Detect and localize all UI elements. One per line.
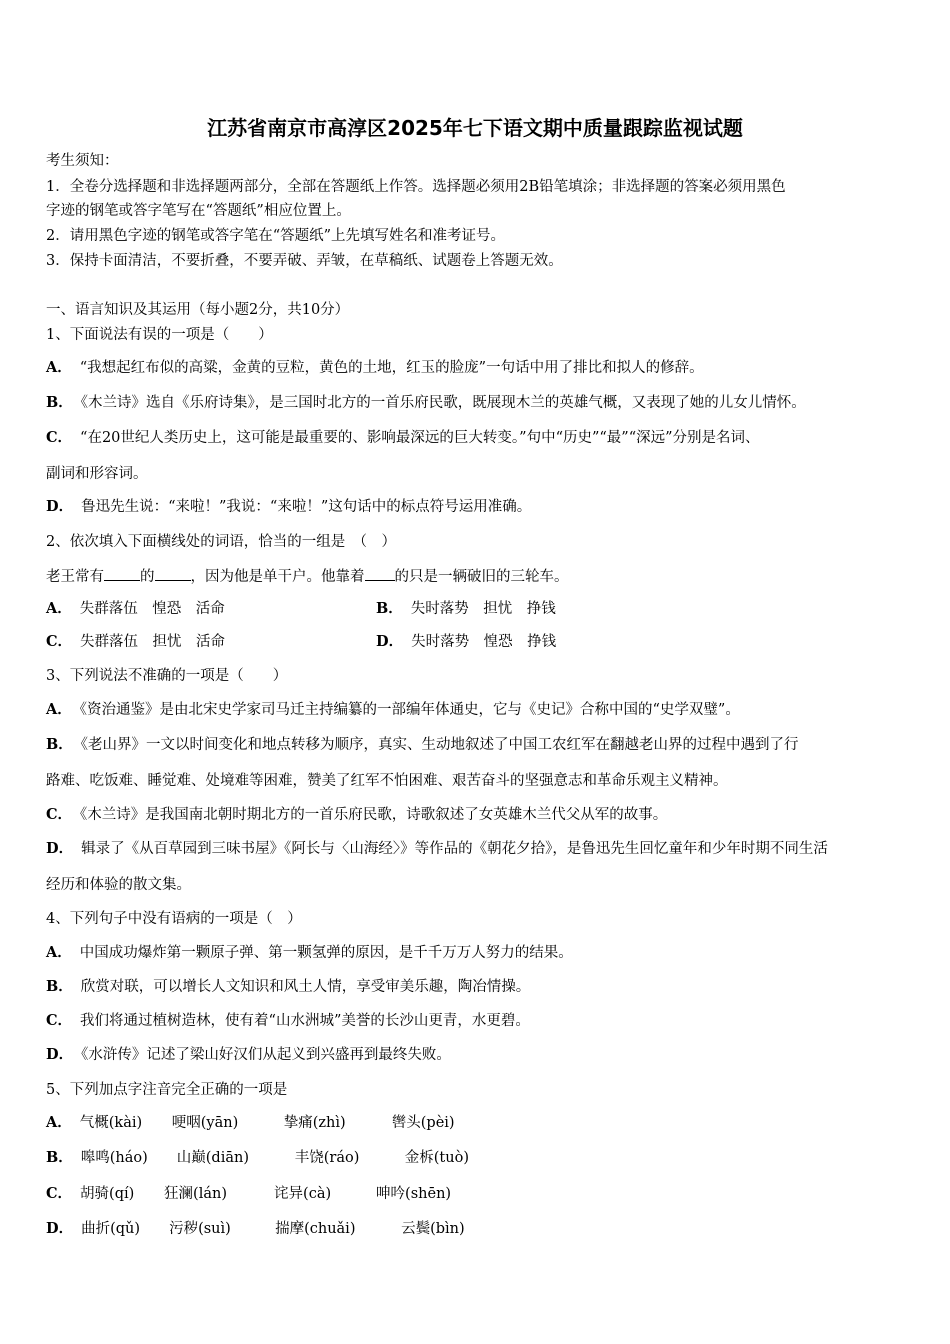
option-text: 欣赏对联，可以增长人文知识和风土人情，享受审美乐趣，陶冶情操。 [80, 979, 531, 995]
option-label: A． [46, 359, 72, 376]
q3-option-b [46, 735, 799, 755]
option-label: D． [46, 840, 74, 857]
sentence-part: ，因为他是单干户。他靠着 [190, 569, 365, 585]
option-label: D． [46, 1046, 74, 1063]
q5-option-c [46, 1184, 451, 1204]
option-text: 辑录了《从百草园到三味书屋》《阿长与〈山海经〉》等作品的《朝花夕拾》，是鲁迅先生回忆童年和少年时期不同生活 [81, 841, 828, 857]
q1-option-c-cont: 副词和形容词。 [46, 466, 148, 482]
q1-option-c [46, 428, 760, 448]
q3-option-c [46, 805, 667, 825]
question-4-stem: 4、下列句子中没有语病的一项是（ ） [46, 911, 302, 927]
q4-option-a [46, 943, 573, 963]
q1-option-b [46, 393, 806, 413]
q2-option-a [46, 599, 225, 619]
q4-option-b [46, 977, 530, 997]
option-label: C． [46, 806, 73, 823]
sentence-part: 的只是一辆破旧的三轮车。 [394, 569, 569, 585]
q4-option-c [46, 1011, 530, 1031]
option-label: B． [46, 736, 73, 753]
option-text: 失群落伍 担忧 活命 [80, 634, 226, 650]
pinyin-item: 气概(kài) [79, 1115, 143, 1131]
pinyin-item: 狂澜(lán) [164, 1186, 227, 1202]
fill-blank [365, 566, 395, 581]
pinyin-item: 曲折(qǔ) [81, 1221, 141, 1237]
option-label: C． [46, 1012, 73, 1029]
option-label: C． [46, 633, 73, 650]
pinyin-item: 污秽(suì) [169, 1221, 231, 1237]
pinyin-item: 呻吟(shēn) [376, 1186, 452, 1202]
notice-item: 3．保持卡面清洁，不要折叠，不要弄破、弄皱，在草稿纸、试题卷上答题无效。 [46, 253, 563, 269]
option-label: D． [46, 498, 74, 515]
q1-option-d [46, 497, 531, 517]
pinyin-item: 辔头(pèi) [391, 1115, 455, 1131]
option-text: 失群落伍 惶恐 活命 [79, 601, 225, 617]
notice-item: 字迹的钢笔或答字笔写在“答题纸”相应位置上。 [46, 203, 351, 219]
option-text: 我们将通过植树造林，使有着“山水洲城”美誉的长沙山更青，水更碧。 [80, 1013, 530, 1029]
q3-option-d-cont: 经历和体验的散文集。 [46, 877, 191, 893]
option-text: 失时落势 担忧 挣钱 [410, 601, 556, 617]
option-label: D． [376, 633, 404, 650]
option-label: D． [46, 1220, 74, 1237]
q4-option-d [46, 1045, 451, 1065]
option-text: 《老山界》一文以时间变化和地点转移为顺序，真实、生动地叙述了中国工农红军在翻越老山界的过程中遇到了行 [80, 737, 799, 753]
pinyin-item: 揣摩(chuǎi) [275, 1221, 356, 1237]
notice-heading: 考生须知： [46, 153, 119, 169]
fill-blank [104, 566, 140, 581]
question-2-stem: 2、依次填入下面横线处的词语，恰当的一组是 （ ） [46, 534, 396, 550]
sentence-part: 老王常有 [46, 569, 104, 585]
pinyin-item: 金柝(tuò) [404, 1150, 469, 1166]
pinyin-item: 山巅(diān) [176, 1150, 249, 1166]
option-text: 《木兰诗》选自《乐府诗集》，是三国时北方的一首乐府民歌，既展现木兰的英雄气概，又表现了她的儿女儿情怀。 [80, 395, 806, 411]
option-text: 鲁迅先生说：“来啦！”我说：“来啦！”这句话中的标点符号运用准确。 [81, 499, 532, 515]
question-5-stem: 5、下列加点字注音完全正确的一项是 [46, 1082, 288, 1098]
notice-item: 1．全卷分选择题和非选择题两部分，全部在答题纸上作答。选择题必须用2B铅笔填涂；非选择题的答案必须用黑色 [46, 179, 786, 195]
option-text: 中国成功爆炸第一颗原子弹、第一颗氢弹的原因，是千千万万人努力的结果。 [79, 945, 573, 961]
q2-option-b [376, 599, 556, 619]
option-label: B． [46, 978, 73, 995]
pinyin-item: 诧异(cà) [274, 1186, 332, 1202]
q3-option-a [46, 700, 740, 720]
option-label: B． [46, 1149, 73, 1166]
pinyin-item: 胡骑(qí) [80, 1186, 135, 1202]
option-text: “在20世纪人类历史上，这可能是最重要的、影响最深远的巨大转变。”句中“历史”“最”“深远”分别是名词、 [80, 430, 760, 446]
question-3-stem: 3、下列说法不准确的一项是（ ） [46, 668, 288, 684]
notice-item: 2．请用黑色字迹的钢笔或答字笔在“答题纸”上先填写姓名和准考证号。 [46, 228, 506, 244]
option-text: 失时落势 惶恐 挣钱 [411, 634, 557, 650]
q5-option-a [46, 1113, 455, 1133]
option-label: C． [46, 429, 73, 446]
pinyin-item: 嗥鸣(háo) [80, 1150, 148, 1166]
page-title: 江苏省南京市高淳区2025年七下语文期中质量跟踪监视试题 [207, 116, 743, 140]
pinyin-item: 云鬓(bìn) [401, 1221, 465, 1237]
pinyin-item: 挚痛(zhì) [283, 1115, 346, 1131]
q2-option-c [46, 632, 225, 652]
option-label: A． [46, 944, 72, 961]
option-label: C． [46, 1185, 73, 1202]
pinyin-item: 哽咽(yān) [171, 1115, 239, 1131]
section-heading: 一、语言知识及其运用（每小题2分，共10分） [46, 302, 350, 318]
question-1-stem: 1、下面说法有误的一项是（ ） [46, 327, 273, 343]
q2-option-d [376, 632, 556, 652]
q5-option-d [46, 1219, 465, 1239]
option-label: A． [46, 1114, 72, 1131]
pinyin-item: 丰饶(ráo) [294, 1150, 360, 1166]
q1-option-a [46, 358, 704, 378]
option-text: 《资治通鉴》是由北宋史学家司马迁主持编纂的一部编年体通史，它与《史记》合称中国的“史学双璧”。 [79, 702, 740, 718]
option-label: A． [46, 600, 72, 617]
option-label: A． [46, 701, 72, 718]
option-text: 《木兰诗》是我国南北朝时期北方的一首乐府民歌，诗歌叙述了女英雄木兰代父从军的故事。 [80, 807, 668, 823]
q3-option-d [46, 839, 828, 859]
option-label: B． [46, 394, 73, 411]
sentence-part: 的 [140, 569, 155, 585]
option-label: B． [376, 600, 403, 617]
q5-option-b [46, 1148, 469, 1168]
option-text: “我想起红布似的高粱，金黄的豆粒，黄色的土地，红玉的脸庞”一句话中用了排比和拟人的修辞。 [79, 360, 704, 376]
q3-option-b-cont: 路难、吃饭难、睡觉难、处境难等困难，赞美了红军不怕困难、艰苦奋斗的坚强意志和革命乐观主义精神。 [46, 773, 728, 789]
option-text: 《水浒传》记述了梁山好汉们从起义到兴盛再到最终失败。 [81, 1047, 451, 1063]
q2-sentence [46, 566, 569, 587]
fill-blank [155, 566, 191, 581]
